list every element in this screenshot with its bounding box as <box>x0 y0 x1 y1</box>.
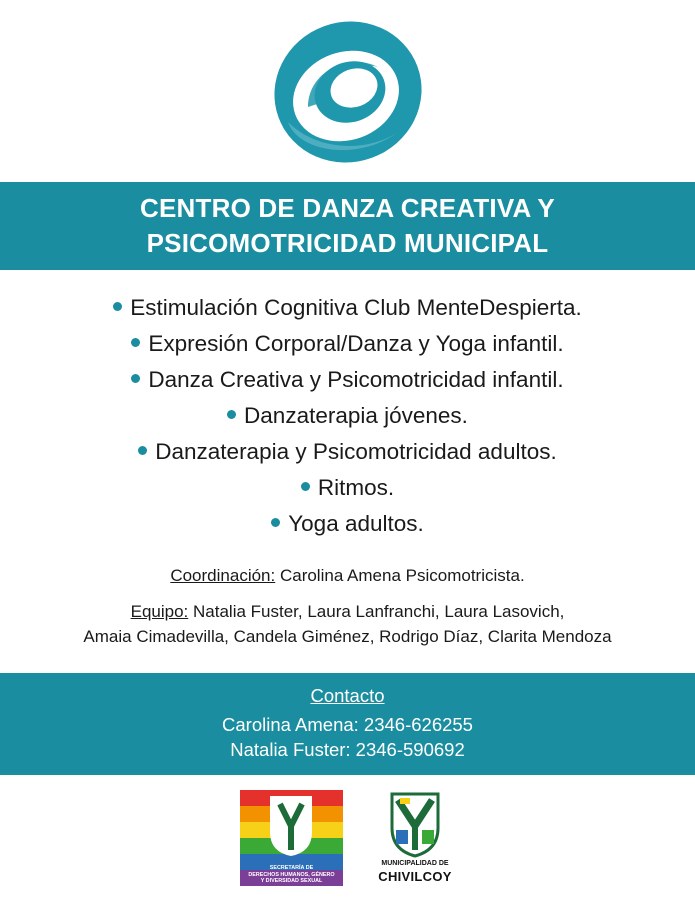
municipio-line2: CHIVILCOY <box>378 869 452 884</box>
team-line1: Natalia Fuster, Laura Lanfranchi, Laura Lasovich, <box>188 602 565 621</box>
coordination-label: Coordinación: <box>170 566 276 585</box>
page-title-line2: PSICOMOTRICIDAD MUNICIPAL <box>146 228 549 258</box>
municipio-line1: MUNICIPALIDAD DE <box>381 860 449 867</box>
municipio-logo <box>370 792 460 888</box>
list-item: Danzaterapia jóvenes. <box>0 398 695 434</box>
list-item: Estimulación Cognitiva Club MenteDespierta. <box>0 290 695 326</box>
swirl-logo-icon <box>268 12 428 172</box>
title-banner <box>0 182 695 270</box>
secretaria-line2: DERECHOS HUMANOS, GÉNERO <box>248 871 335 878</box>
team-label: Equipo: <box>130 602 189 621</box>
secretaria-line1: SECRETARÍA DE <box>269 865 314 872</box>
bullet-icon <box>138 446 147 455</box>
contact-line2: Natalia Fuster: 2346-590692 <box>230 739 465 760</box>
list-item: Danza Creativa y Psicomotricidad infantil. <box>0 362 695 398</box>
list-item: Ritmos. <box>0 470 695 506</box>
page-title-line1: CENTRO DE DANZA CREATIVA Y <box>140 193 555 223</box>
contact-heading: Contacto <box>310 685 385 706</box>
list-item: Danzaterapia y Psicomotricidad adultos. <box>0 434 695 470</box>
coordination-value: Carolina Amena Psicomotricista. <box>275 566 525 585</box>
list-item: Expresión Corporal/Danza y Yoga infantil. <box>0 326 695 362</box>
coordination-line <box>0 565 695 587</box>
secretaria-line3: Y DIVERSIDAD SEXUAL <box>260 877 323 884</box>
bullet-icon <box>227 410 236 419</box>
bullet-icon <box>271 518 280 527</box>
bullet-icon <box>131 374 140 383</box>
secretaria-logo <box>240 790 343 886</box>
bullet-icon <box>131 338 140 347</box>
contact-line1: Carolina Amena: 2346-626255 <box>222 714 473 735</box>
team-line2: Amaia Cimadevilla, Candela Giménez, Rodrigo Díaz, Clarita Mendoza <box>83 627 612 646</box>
municipio-shield-icon <box>370 792 460 858</box>
list-item: Yoga adultos. <box>0 506 695 542</box>
team-block <box>0 599 695 649</box>
activities-list <box>0 290 695 542</box>
bullet-icon <box>301 482 310 491</box>
bullet-icon <box>113 302 122 311</box>
contact-banner <box>0 673 695 775</box>
